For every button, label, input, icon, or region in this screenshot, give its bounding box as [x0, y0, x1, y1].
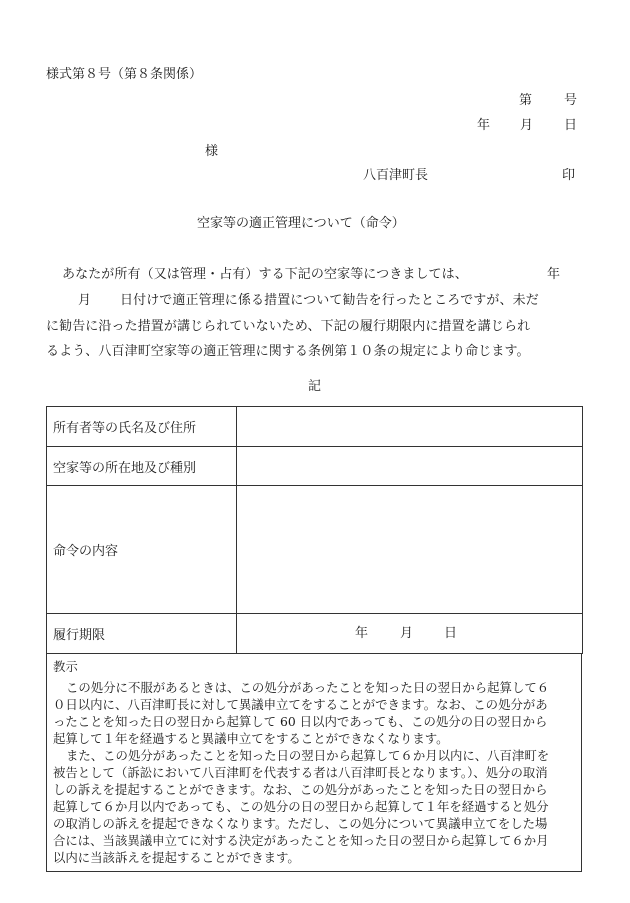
order-content-value[interactable] [237, 486, 583, 614]
notice-line: 起算して６か月以内であっても、この処分の日の翌日から起算して１年を経過すると処分 [53, 799, 549, 814]
notice-line: また、この処分があったことを知った日の翌日から起算して６か月以内に、八百津町を [66, 748, 550, 763]
table-row [47, 614, 583, 654]
body-year: 年 [547, 267, 561, 282]
table-row [47, 407, 583, 447]
owner-label: 所有者等の氏名及び住所 [47, 407, 237, 447]
notice-line: 合には、当該異議申立てに対する決定があったことを知った日の翌日から起算して６か月 [53, 833, 549, 848]
seal-mark: 印 [562, 168, 576, 183]
notice-line: しの訴えを提起することができます。なお、この処分があったことを知った日の翌日から [53, 782, 548, 797]
notice-line: の取消しの訴えを提起できなくなります。ただし、この処分について異議申立てをした場 [53, 816, 548, 831]
order-content-label: 命令の内容 [47, 486, 237, 614]
notice-line: 被告として（訴訟において八百津町を代表する者は八百津町長となります。）、処分の取消 [53, 765, 548, 780]
deadline-day: 日 [444, 626, 458, 641]
doc-number-suffix: 号 [564, 93, 578, 108]
body-line-1 [62, 268, 468, 281]
deadline-year: 年 [355, 626, 369, 641]
notice-line: 以内に当該訴えを提起することができます。 [53, 850, 300, 865]
body-line-4: るよう、八百津町空家等の適正管理に関する条例第１０条の規定により命じます。 [46, 344, 530, 359]
notice-title: 教示 [53, 659, 78, 674]
table-row [47, 447, 583, 486]
deadline-month: 月 [400, 626, 414, 641]
body-line-1-text: あなたが所有（又は管理・占有）する下記の空家等につきましては、 [62, 267, 468, 282]
form-number: 様式第８号（第８条関係） [46, 67, 203, 82]
date-year: 年 [477, 118, 491, 133]
date-month: 月 [520, 118, 534, 133]
body-line-2: 日付けで適正管理に係る措置について勧告を行ったところですが、未だ [120, 293, 539, 308]
body-month: 月 [78, 293, 92, 308]
notice-line: この処分に不服があるときは、この処分があったことを知った日の翌日から起算して６ [66, 680, 550, 695]
notice-line: 起算して１年を経過すると異議申立てをすることができなくなります。 [53, 731, 449, 746]
recipient-suffix: 様 [205, 144, 219, 159]
appeal-notice [46, 653, 582, 872]
deadline-value[interactable] [237, 614, 583, 654]
issuer-name: 八百津町長 [363, 168, 429, 183]
deadline-label: 履行期限 [47, 614, 237, 654]
notice-line: ったことを知った日の翌日から起算して 60 日以内であっても、この処分の日の翌日から [53, 714, 548, 729]
table-row [47, 486, 583, 614]
location-value[interactable] [237, 447, 583, 486]
notice-line: ０日以内に、八百津町長に対して異議申立てをすることができます。なお、この処分があ [53, 697, 548, 712]
owner-value[interactable] [237, 407, 583, 447]
body-line-3: に勧告に沿った措置が講じられていないため、下記の履行期限内に措置を講じられ [46, 319, 531, 334]
doc-number-prefix: 第 [519, 93, 533, 108]
location-label: 空家等の所在地及び種別 [47, 447, 237, 486]
date-day: 日 [564, 118, 578, 133]
document-title: 空家等の適正管理について（命令） [197, 216, 405, 231]
ki-heading: 記 [308, 379, 322, 394]
order-table [46, 406, 583, 654]
